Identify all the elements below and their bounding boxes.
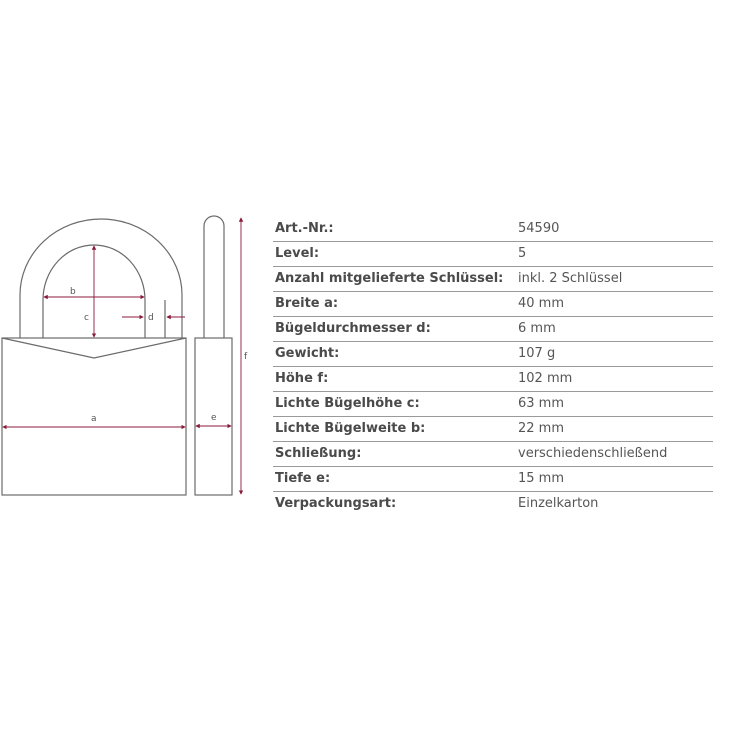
spec-value: Einzelkarton: [518, 496, 599, 511]
spec-label: Gewicht:: [275, 346, 340, 361]
spec-label: Bügeldurchmesser d:: [275, 321, 431, 336]
spec-value: 5: [518, 246, 527, 261]
spec-label: Lichte Bügelweite b:: [275, 421, 426, 436]
spec-value: verschiedenschließend: [518, 446, 668, 461]
spec-value: 15 mm: [518, 471, 565, 486]
spec-row-locking: [273, 442, 713, 467]
spec-row-width: [273, 292, 713, 317]
padlock-side-view: [195, 216, 248, 495]
spec-label: Art.-Nr.:: [275, 221, 334, 236]
spec-value: 107 g: [518, 346, 556, 361]
spec-row-art-nr: [273, 217, 713, 242]
shackle-outer: [20, 219, 182, 338]
spec-label: Breite a:: [275, 296, 339, 311]
spec-row-keys: [273, 267, 713, 292]
dim-label-b: b: [70, 287, 76, 297]
spec-value: 63 mm: [518, 396, 565, 411]
padlock-front-view: [2, 219, 186, 495]
spec-value: 40 mm: [518, 296, 565, 311]
lock-body-notch: [2, 338, 186, 358]
spec-row-height: [273, 367, 713, 392]
dim-label-e: e: [211, 413, 217, 423]
dim-label-d: d: [148, 313, 154, 323]
spec-label: Höhe f:: [275, 371, 329, 386]
spec-label: Level:: [275, 246, 320, 261]
dim-label-a: a: [91, 414, 97, 424]
spec-value: 102 mm: [518, 371, 573, 386]
spec-value: inkl. 2 Schlüssel: [518, 271, 623, 286]
shackle-side: [204, 216, 224, 338]
dim-label-f: f: [244, 352, 248, 362]
spec-label: Tiefe e:: [275, 471, 331, 486]
spec-row-shackle-height: [273, 392, 713, 417]
spec-row-weight: [273, 342, 713, 367]
spec-value: 6 mm: [518, 321, 556, 336]
spec-row-shackle-diameter: [273, 317, 713, 342]
spec-value: 54590: [518, 221, 560, 236]
spec-table: [273, 217, 713, 517]
spec-value: 22 mm: [518, 421, 565, 436]
spec-row-packaging: [273, 492, 713, 517]
spec-label: Verpackungsart:: [275, 496, 397, 511]
spec-row-shackle-width: [273, 417, 713, 442]
spec-label: Lichte Bügelhöhe c:: [275, 396, 420, 411]
spec-row-depth: [273, 467, 713, 492]
spec-label: Schließung:: [275, 446, 362, 461]
spec-label: Anzahl mitgelieferte Schlüssel:: [275, 271, 504, 286]
spec-row-level: [273, 242, 713, 267]
dim-label-c: c: [84, 313, 89, 323]
